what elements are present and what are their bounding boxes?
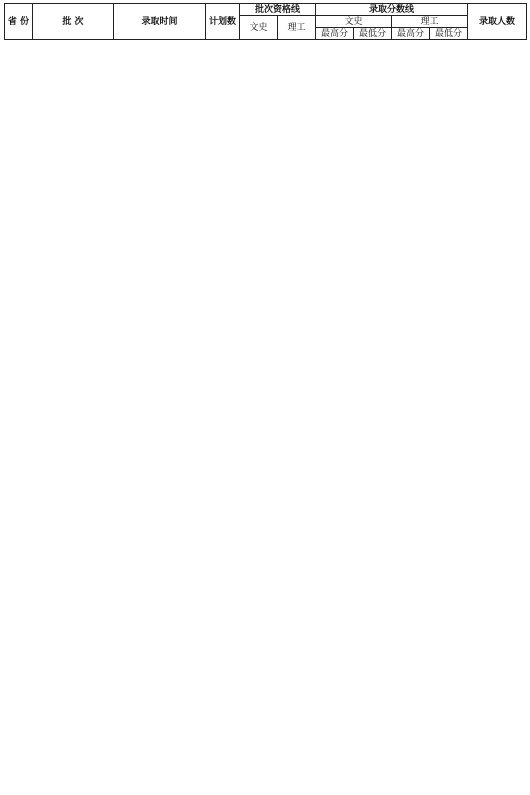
- header-admitted: 录取人数: [468, 4, 527, 40]
- header-qualification: 批次资格线: [240, 4, 316, 16]
- header-batch: 批 次: [33, 4, 114, 40]
- header-qual-ligong: 理工: [278, 16, 316, 40]
- header-score-ligong: 理工: [392, 16, 468, 28]
- header-high: 最高分: [316, 28, 354, 40]
- header-time: 录取时间: [114, 4, 206, 40]
- header-high: 最高分: [392, 28, 430, 40]
- watermark: [20, 155, 528, 511]
- admission-table-container: [4, 3, 526, 40]
- header-province: 省 份: [5, 4, 33, 40]
- header-low: 最低分: [430, 28, 468, 40]
- header-score-wenshi: 文史: [316, 16, 392, 28]
- header-score: 录取分数线: [316, 4, 468, 16]
- header-qual-wenshi: 文史: [240, 16, 278, 40]
- header-low: 最低分: [354, 28, 392, 40]
- admission-score-table: [4, 3, 527, 40]
- header-plan: 计划数: [206, 4, 240, 40]
